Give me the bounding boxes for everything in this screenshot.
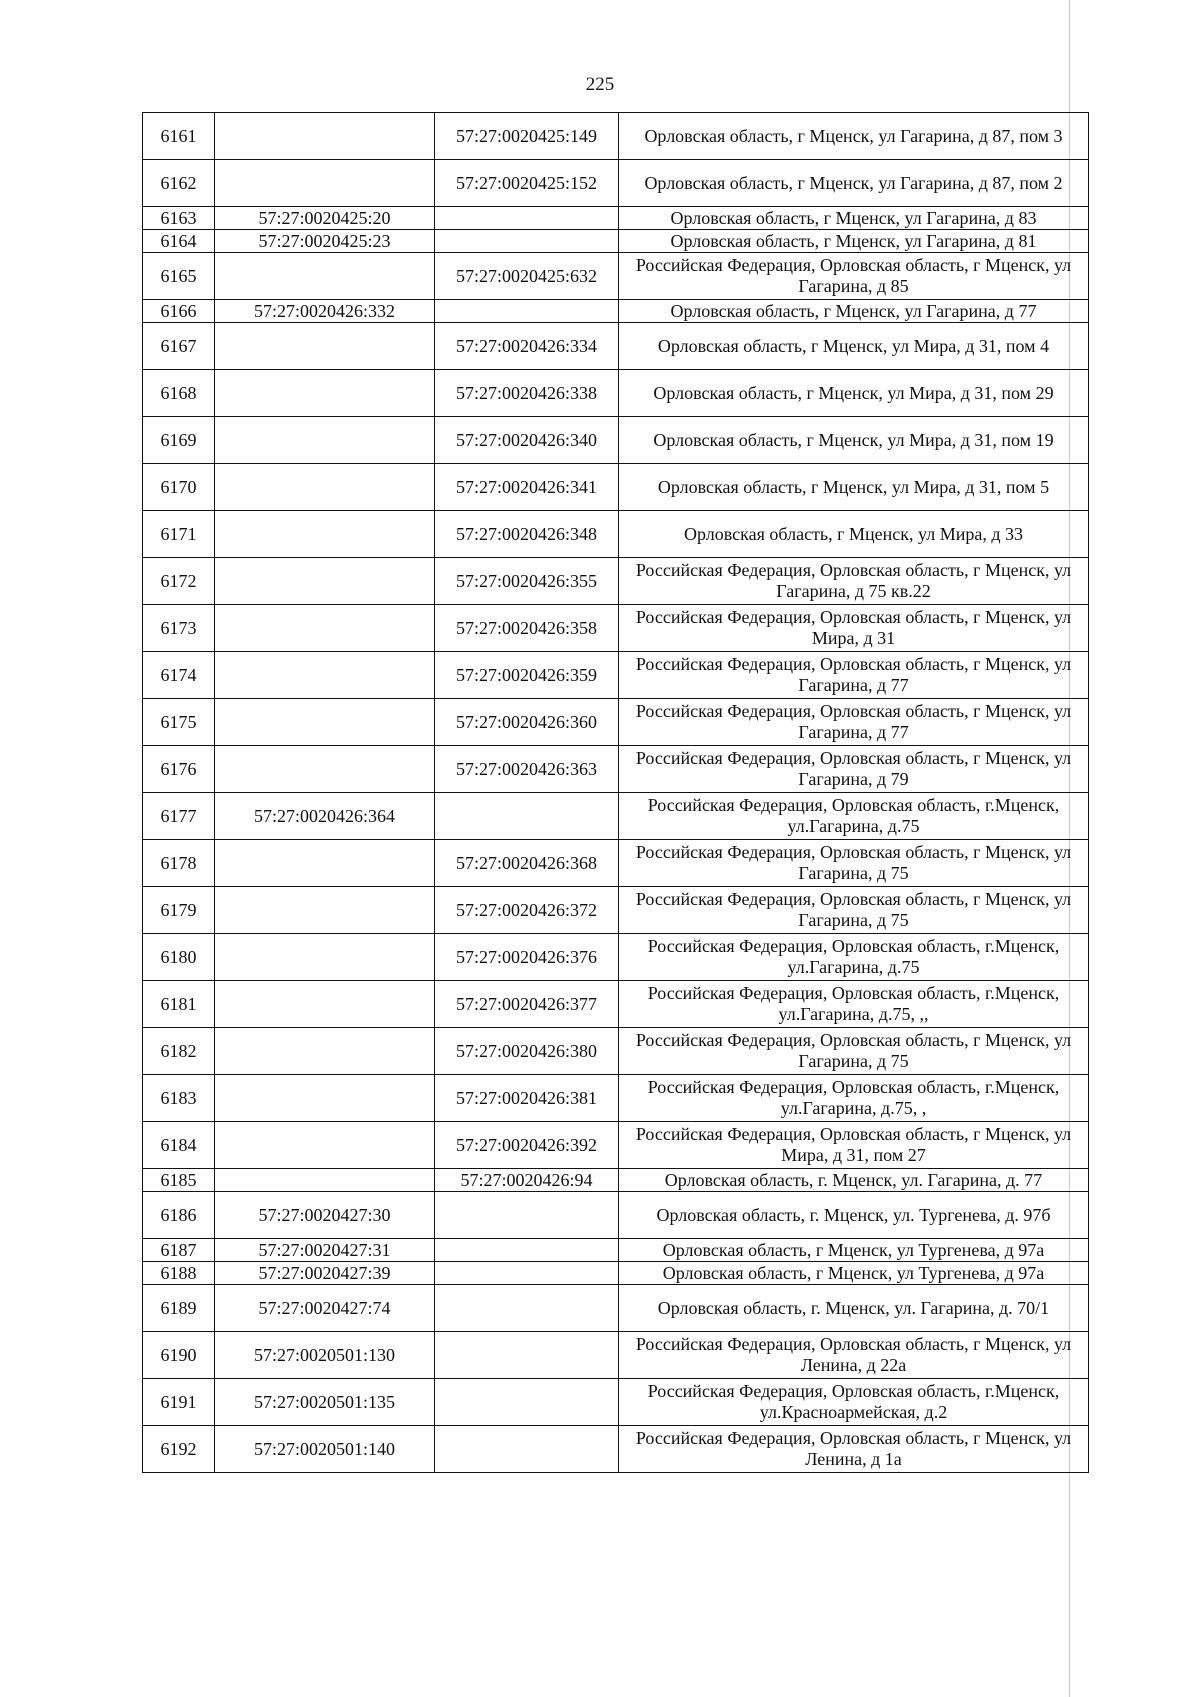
address-cell: Российская Федерация, Орловская область, г Мценск, ул Мира, д 31, пом 27 xyxy=(619,1122,1089,1169)
land-cadastral-cell xyxy=(215,1028,435,1075)
address-cell: Российская Федерация, Орловская область, г Мценск, ул Гагарина, д 85 xyxy=(619,253,1089,300)
property-table xyxy=(142,112,1089,1473)
table-row xyxy=(143,207,1089,230)
row-number-cell: 6174 xyxy=(143,652,215,699)
address-cell: Российская Федерация, Орловская область, г Мценск, ул Гагарина, д 75 xyxy=(619,840,1089,887)
building-cadastral-cell: 57:27:0020426:348 xyxy=(435,511,619,558)
row-number-cell: 6170 xyxy=(143,464,215,511)
row-number-cell: 6183 xyxy=(143,1075,215,1122)
table-row xyxy=(143,113,1089,160)
row-number-cell: 6169 xyxy=(143,417,215,464)
row-number-cell: 6190 xyxy=(143,1332,215,1379)
table-row xyxy=(143,934,1089,981)
land-cadastral-cell xyxy=(215,934,435,981)
row-number-cell: 6185 xyxy=(143,1169,215,1192)
address-cell: Орловская область, г Мценск, ул Гагарина, д 83 xyxy=(619,207,1089,230)
building-cadastral-cell: 57:27:0020426:360 xyxy=(435,699,619,746)
land-cadastral-cell xyxy=(215,511,435,558)
table-row xyxy=(143,323,1089,370)
land-cadastral-cell xyxy=(215,160,435,207)
table-row xyxy=(143,1169,1089,1192)
address-cell: Орловская область, г Мценск, ул Тургенева, д 97а xyxy=(619,1262,1089,1285)
address-cell: Орловская область, г Мценск, ул Гагарина, д 87, пом 2 xyxy=(619,160,1089,207)
table-row xyxy=(143,300,1089,323)
land-cadastral-cell xyxy=(215,840,435,887)
table-row xyxy=(143,605,1089,652)
row-number-cell: 6164 xyxy=(143,230,215,253)
table-row xyxy=(143,464,1089,511)
row-number-cell: 6172 xyxy=(143,558,215,605)
row-number-cell: 6176 xyxy=(143,746,215,793)
address-cell: Орловская область, г Мценск, ул Мира, д 31, пом 19 xyxy=(619,417,1089,464)
land-cadastral-cell: 57:27:0020501:135 xyxy=(215,1379,435,1426)
row-number-cell: 6175 xyxy=(143,699,215,746)
row-number-cell: 6178 xyxy=(143,840,215,887)
row-number-cell: 6173 xyxy=(143,605,215,652)
building-cadastral-cell: 57:27:0020426:377 xyxy=(435,981,619,1028)
building-cadastral-cell: 57:27:0020426:376 xyxy=(435,934,619,981)
address-cell: Российская Федерация, Орловская область, г.Мценск, ул.Гагарина, д.75 xyxy=(619,793,1089,840)
building-cadastral-cell: 57:27:0020425:632 xyxy=(435,253,619,300)
building-cadastral-cell: 57:27:0020425:149 xyxy=(435,113,619,160)
building-cadastral-cell xyxy=(435,1192,619,1239)
row-number-cell: 6177 xyxy=(143,793,215,840)
table-row xyxy=(143,699,1089,746)
table-row xyxy=(143,1028,1089,1075)
building-cadastral-cell xyxy=(435,1426,619,1473)
row-number-cell: 6184 xyxy=(143,1122,215,1169)
row-number-cell: 6181 xyxy=(143,981,215,1028)
table-row xyxy=(143,370,1089,417)
address-cell: Российская Федерация, Орловская область, г Мценск, ул Ленина, д 1а xyxy=(619,1426,1089,1473)
address-cell: Орловская область, г Мценск, ул Мира, д 31, пом 4 xyxy=(619,323,1089,370)
building-cadastral-cell: 57:27:0020426:363 xyxy=(435,746,619,793)
address-cell: Орловская область, г Мценск, ул Гагарина, д 81 xyxy=(619,230,1089,253)
row-number-cell: 6168 xyxy=(143,370,215,417)
building-cadastral-cell: 57:27:0020426:341 xyxy=(435,464,619,511)
building-cadastral-cell: 57:27:0020425:152 xyxy=(435,160,619,207)
address-cell: Орловская область, г Мценск, ул Мира, д 31, пом 5 xyxy=(619,464,1089,511)
address-cell: Российская Федерация, Орловская область, г.Мценск, ул.Гагарина, д.75, , xyxy=(619,1075,1089,1122)
building-cadastral-cell xyxy=(435,1332,619,1379)
land-cadastral-cell xyxy=(215,1169,435,1192)
building-cadastral-cell xyxy=(435,1379,619,1426)
building-cadastral-cell: 57:27:0020426:358 xyxy=(435,605,619,652)
land-cadastral-cell xyxy=(215,1075,435,1122)
land-cadastral-cell xyxy=(215,253,435,300)
row-number-cell: 6182 xyxy=(143,1028,215,1075)
land-cadastral-cell: 57:27:0020426:364 xyxy=(215,793,435,840)
row-number-cell: 6192 xyxy=(143,1426,215,1473)
building-cadastral-cell xyxy=(435,207,619,230)
land-cadastral-cell xyxy=(215,558,435,605)
table-row xyxy=(143,511,1089,558)
table-row xyxy=(143,1122,1089,1169)
address-cell: Российская Федерация, Орловская область, г Мценск, ул Гагарина, д 75 xyxy=(619,1028,1089,1075)
land-cadastral-cell xyxy=(215,605,435,652)
row-number-cell: 6167 xyxy=(143,323,215,370)
table-row xyxy=(143,1379,1089,1426)
address-cell: Орловская область, г. Мценск, ул. Гагарина, д. 77 xyxy=(619,1169,1089,1192)
table-row xyxy=(143,793,1089,840)
table-row xyxy=(143,981,1089,1028)
land-cadastral-cell xyxy=(215,887,435,934)
table-row xyxy=(143,840,1089,887)
table-row xyxy=(143,1426,1089,1473)
building-cadastral-cell: 57:27:0020426:381 xyxy=(435,1075,619,1122)
page-number: 225 xyxy=(585,74,615,95)
building-cadastral-cell xyxy=(435,1239,619,1262)
table-row xyxy=(143,558,1089,605)
building-cadastral-cell: 57:27:0020426:372 xyxy=(435,887,619,934)
row-number-cell: 6186 xyxy=(143,1192,215,1239)
land-cadastral-cell: 57:27:0020427:30 xyxy=(215,1192,435,1239)
building-cadastral-cell: 57:27:0020426:359 xyxy=(435,652,619,699)
row-number-cell: 6187 xyxy=(143,1239,215,1262)
land-cadastral-cell: 57:27:0020425:23 xyxy=(215,230,435,253)
row-number-cell: 6162 xyxy=(143,160,215,207)
land-cadastral-cell xyxy=(215,370,435,417)
address-cell: Российская Федерация, Орловская область, г Мценск, ул Гагарина, д 75 кв.22 xyxy=(619,558,1089,605)
building-cadastral-cell: 57:27:0020426:392 xyxy=(435,1122,619,1169)
address-cell: Российская Федерация, Орловская область, г.Мценск, ул.Красноармейская, д.2 xyxy=(619,1379,1089,1426)
row-number-cell: 6191 xyxy=(143,1379,215,1426)
table-row xyxy=(143,160,1089,207)
building-cadastral-cell: 57:27:0020426:355 xyxy=(435,558,619,605)
land-cadastral-cell: 57:27:0020501:130 xyxy=(215,1332,435,1379)
row-number-cell: 6180 xyxy=(143,934,215,981)
table-body xyxy=(143,113,1089,1473)
address-cell: Орловская область, г Мценск, ул Гагарина, д 87, пом 3 xyxy=(619,113,1089,160)
building-cadastral-cell: 57:27:0020426:94 xyxy=(435,1169,619,1192)
building-cadastral-cell: 57:27:0020426:368 xyxy=(435,840,619,887)
row-number-cell: 6165 xyxy=(143,253,215,300)
land-cadastral-cell xyxy=(215,746,435,793)
table-row xyxy=(143,253,1089,300)
land-cadastral-cell: 57:27:0020427:39 xyxy=(215,1262,435,1285)
address-cell: Орловская область, г. Мценск, ул. Тургенева, д. 97б xyxy=(619,1192,1089,1239)
land-cadastral-cell xyxy=(215,652,435,699)
land-cadastral-cell xyxy=(215,323,435,370)
address-cell: Орловская область, г Мценск, ул Тургенева, д 97а xyxy=(619,1239,1089,1262)
row-number-cell: 6188 xyxy=(143,1262,215,1285)
address-cell: Российская Федерация, Орловская область, г Мценск, ул Гагарина, д 79 xyxy=(619,746,1089,793)
address-cell: Российская Федерация, Орловская область, г Мценск, ул Ленина, д 22а xyxy=(619,1332,1089,1379)
table-row xyxy=(143,417,1089,464)
land-cadastral-cell xyxy=(215,1122,435,1169)
land-cadastral-cell: 57:27:0020501:140 xyxy=(215,1426,435,1473)
land-cadastral-cell xyxy=(215,699,435,746)
address-cell: Российская Федерация, Орловская область, г Мценск, ул Гагарина, д 77 xyxy=(619,699,1089,746)
address-cell: Российская Федерация, Орловская область, г.Мценск, ул.Гагарина, д.75, ,, xyxy=(619,981,1089,1028)
row-number-cell: 6171 xyxy=(143,511,215,558)
table-row xyxy=(143,652,1089,699)
table-row xyxy=(143,1332,1089,1379)
row-number-cell: 6166 xyxy=(143,300,215,323)
address-cell: Орловская область, г Мценск, ул Мира, д 33 xyxy=(619,511,1089,558)
land-cadastral-cell: 57:27:0020426:332 xyxy=(215,300,435,323)
building-cadastral-cell: 57:27:0020426:340 xyxy=(435,417,619,464)
land-cadastral-cell: 57:27:0020427:74 xyxy=(215,1285,435,1332)
table-row xyxy=(143,1285,1089,1332)
building-cadastral-cell xyxy=(435,230,619,253)
land-cadastral-cell xyxy=(215,417,435,464)
address-cell: Российская Федерация, Орловская область, г Мценск, ул Гагарина, д 75 xyxy=(619,887,1089,934)
building-cadastral-cell xyxy=(435,1262,619,1285)
address-cell: Российская Федерация, Орловская область, г Мценск, ул Мира, д 31 xyxy=(619,605,1089,652)
row-number-cell: 6163 xyxy=(143,207,215,230)
table-row xyxy=(143,1075,1089,1122)
table-row xyxy=(143,230,1089,253)
table-row xyxy=(143,887,1089,934)
land-cadastral-cell xyxy=(215,464,435,511)
building-cadastral-cell xyxy=(435,300,619,323)
building-cadastral-cell: 57:27:0020426:334 xyxy=(435,323,619,370)
building-cadastral-cell xyxy=(435,793,619,840)
row-number-cell: 6179 xyxy=(143,887,215,934)
land-cadastral-cell: 57:27:0020427:31 xyxy=(215,1239,435,1262)
address-cell: Орловская область, г. Мценск, ул. Гагарина, д. 70/1 xyxy=(619,1285,1089,1332)
building-cadastral-cell: 57:27:0020426:380 xyxy=(435,1028,619,1075)
address-cell: Орловская область, г Мценск, ул Гагарина, д 77 xyxy=(619,300,1089,323)
building-cadastral-cell: 57:27:0020426:338 xyxy=(435,370,619,417)
land-cadastral-cell xyxy=(215,981,435,1028)
land-cadastral-cell: 57:27:0020425:20 xyxy=(215,207,435,230)
table-row xyxy=(143,1192,1089,1239)
row-number-cell: 6189 xyxy=(143,1285,215,1332)
address-cell: Российская Федерация, Орловская область, г.Мценск, ул.Гагарина, д.75 xyxy=(619,934,1089,981)
table-row xyxy=(143,746,1089,793)
building-cadastral-cell xyxy=(435,1285,619,1332)
address-cell: Орловская область, г Мценск, ул Мира, д 31, пом 29 xyxy=(619,370,1089,417)
address-cell: Российская Федерация, Орловская область, г Мценск, ул Гагарина, д 77 xyxy=(619,652,1089,699)
row-number-cell: 6161 xyxy=(143,113,215,160)
table-row xyxy=(143,1239,1089,1262)
table-row xyxy=(143,1262,1089,1285)
land-cadastral-cell xyxy=(215,113,435,160)
